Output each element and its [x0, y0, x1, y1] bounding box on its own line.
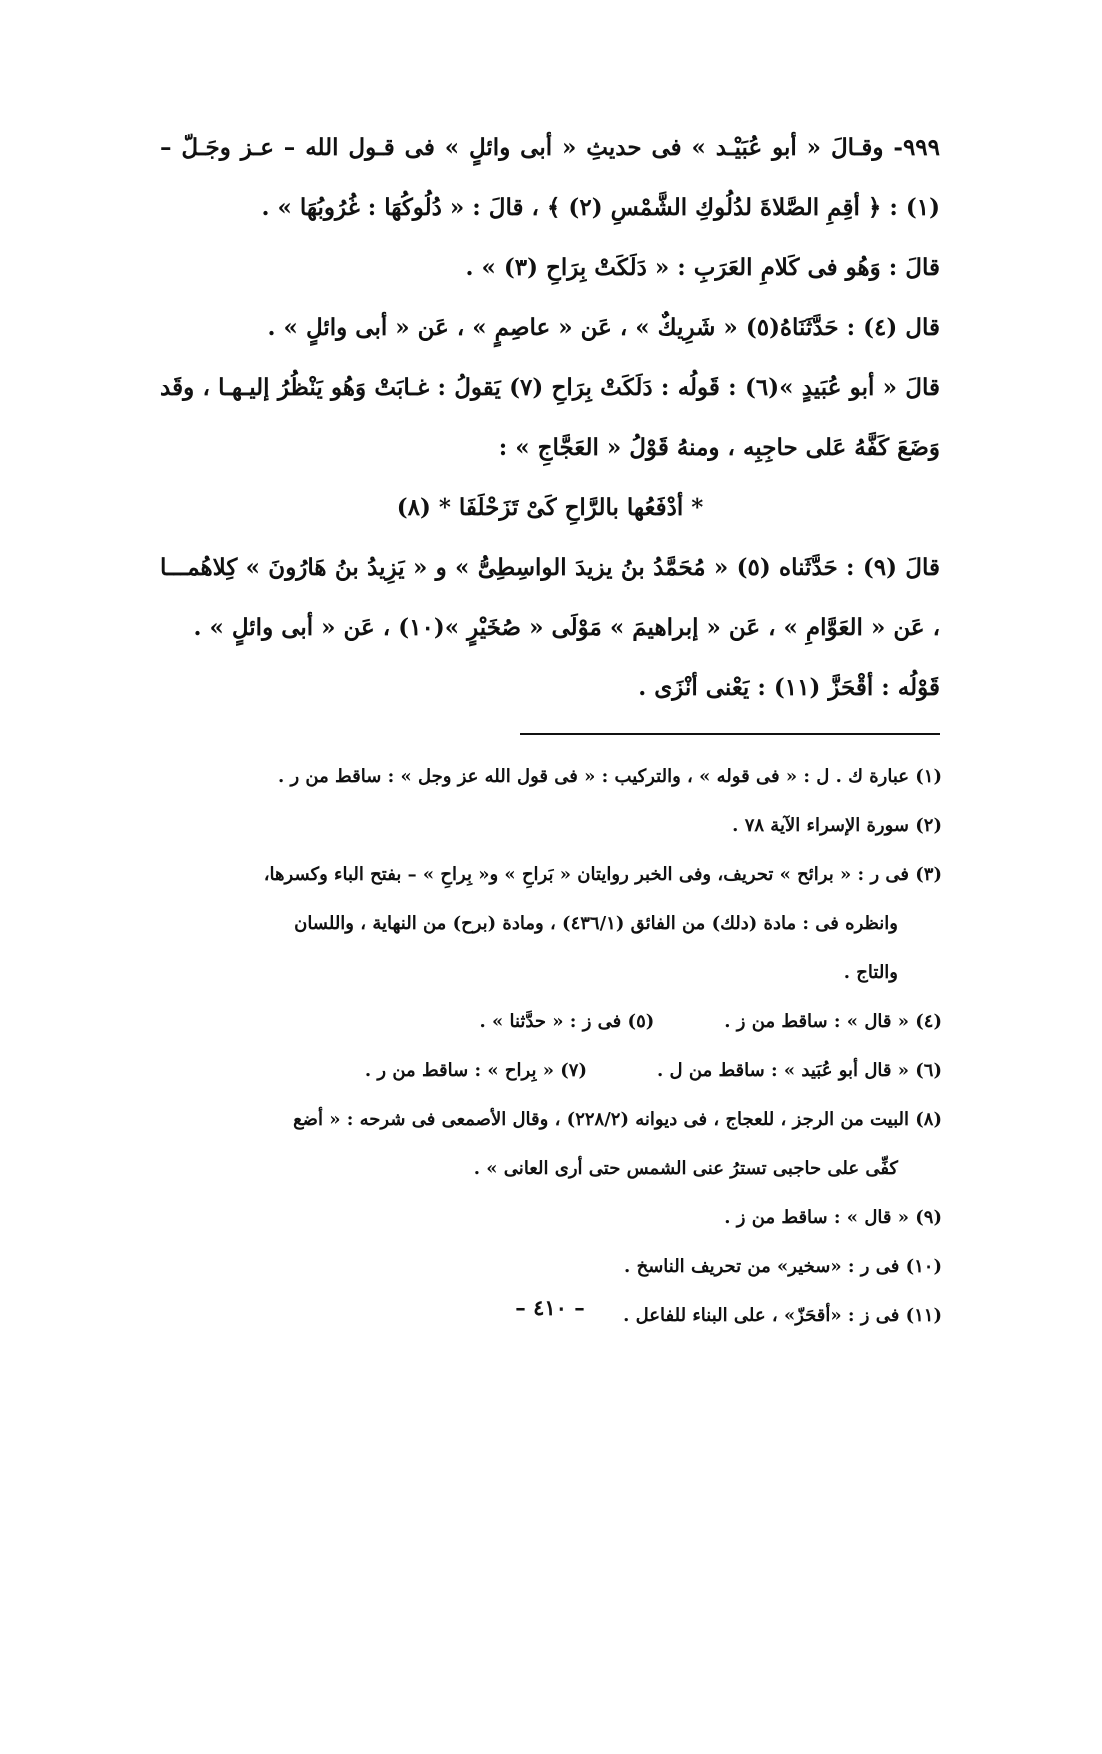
- footnote-8-continued: كفِّى على حاجبى تسترُ عنى الشمس حتى أرى العانى » .: [473, 1158, 898, 1179]
- paragraph-isnad-2: قالَ (٩) : حَدَّثَناه (٥) « مُحَمَّدُ بنُ يزيدَ الواسِطِىُّ » و « يَزِيدُ بنُ هَارُونَ » كِلاهُمـــا ، عَن « العَوَّامِ » ، عَن « إبراهيمَ » مَوْلَى « صُخَيْرٍ »(١٠) ، عَن « أبى وائلٍ » .: [160, 554, 940, 641]
- page-number: – ٤١٠ –: [515, 1295, 585, 1320]
- paragraph-explanation: قالَ « أبو عُبَيدٍ »(٦) : قَولُه : دَلَكَتْ بِرَاحِ (٧) يَقولُ : غـابَتْ وَهُو يَنْظُرُ إليـهـا ، وقَد وَضَعَ كَفَّهُ عَلى حاجِبِه ، ومنهُ قَوْلُ « العَجَّاجِ » :: [160, 374, 940, 461]
- paragraph-arab-speech: قالَ : وَهُو فى كَلامِ العَرَبِ : « دَلَكَتْ بِرَاحِ (٣) » .: [465, 254, 940, 281]
- paragraph-aqhazza: قَوْلُه : أقْحَزَّ (١١) : يَعْنى أنْزَى .: [638, 674, 940, 701]
- footnote-4: (٤) « قال » : ساقط من ز .: [724, 1011, 942, 1032]
- footnote-8: (٨) البيت من الرجز ، للعجاج ، فى ديوانه (٢٢٨/٢) ، وقال الأصمعى فى شرحه : « أضع: [293, 1109, 942, 1130]
- footnote-6: (٦) « قال أبو عُبَيد » : ساقط من ل .: [656, 1060, 942, 1081]
- footnote-9: (٩) « قال » : ساقط من ز .: [724, 1207, 942, 1228]
- poetry-verse: * أدْفَعُها بالرَّاحِ كَىْ تَزَحْلَفَا * (٨): [396, 494, 704, 521]
- paragraph-isnad-1: قال (٤) : حَدَّثَنَاهُ(٥) « شَرِيكٌ » ، عَن « عاصِمٍ » ، عَن « أبى وائلٍ » .: [267, 314, 940, 341]
- footnote-5: (٥) فى ز : « حدَّثنا » .: [479, 1011, 655, 1032]
- footnote-3: (٣) فى ر : « برائح » تحريف، وفى الخبر روايتان « بَراحِ » و« بِراحِ » – بفتح الباء وكسرها،: [263, 864, 942, 885]
- footnote-divider: [520, 733, 940, 735]
- footnote-3-end: والتاج .: [843, 962, 898, 983]
- footnotes-4-5: [160, 997, 942, 1046]
- footnote-2: (٢) سورة الإسراء الآية ٧٨ .: [732, 815, 942, 836]
- footnotes-6-7: [160, 1046, 942, 1095]
- paragraph-hadith-999: ٩٩٩- وقـالَ « أبو عُبَيْـد » فى حديثِ « أبى وائلٍ » فى قـول الله – عـز وجَـلّ –(١) : ﴿ أقِمِ الصَّلاةَ لدُلُوكِ الشَّمْسِ (٢) ﴾ ، قالَ : « دُلُوكُهَا : غُرُوبُهَا » .: [160, 134, 940, 221]
- footnote-3-continued: وانظره فى : مادة (دلك) من الفائق (٤٣٦/١) ، ومادة (برح) من النهاية ، واللسان: [294, 913, 898, 934]
- main-text: [160, 118, 940, 718]
- footnote-11: (١١) فى ز : «أقحَزّ» ، على البناء للفاعل .: [623, 1305, 942, 1326]
- footnotes-section: [160, 752, 942, 1340]
- footnote-1: (١) عبارة ك . ل : « فى قوله » ، والتركيب : « فى قول الله عز وجل » : ساقط من ر .: [277, 766, 942, 787]
- footnote-10: (١٠) فى ر : «سخير» من تحريف الناسخ .: [624, 1256, 942, 1277]
- footnote-7: (٧) « بِراح » : ساقط من ر .: [364, 1060, 587, 1081]
